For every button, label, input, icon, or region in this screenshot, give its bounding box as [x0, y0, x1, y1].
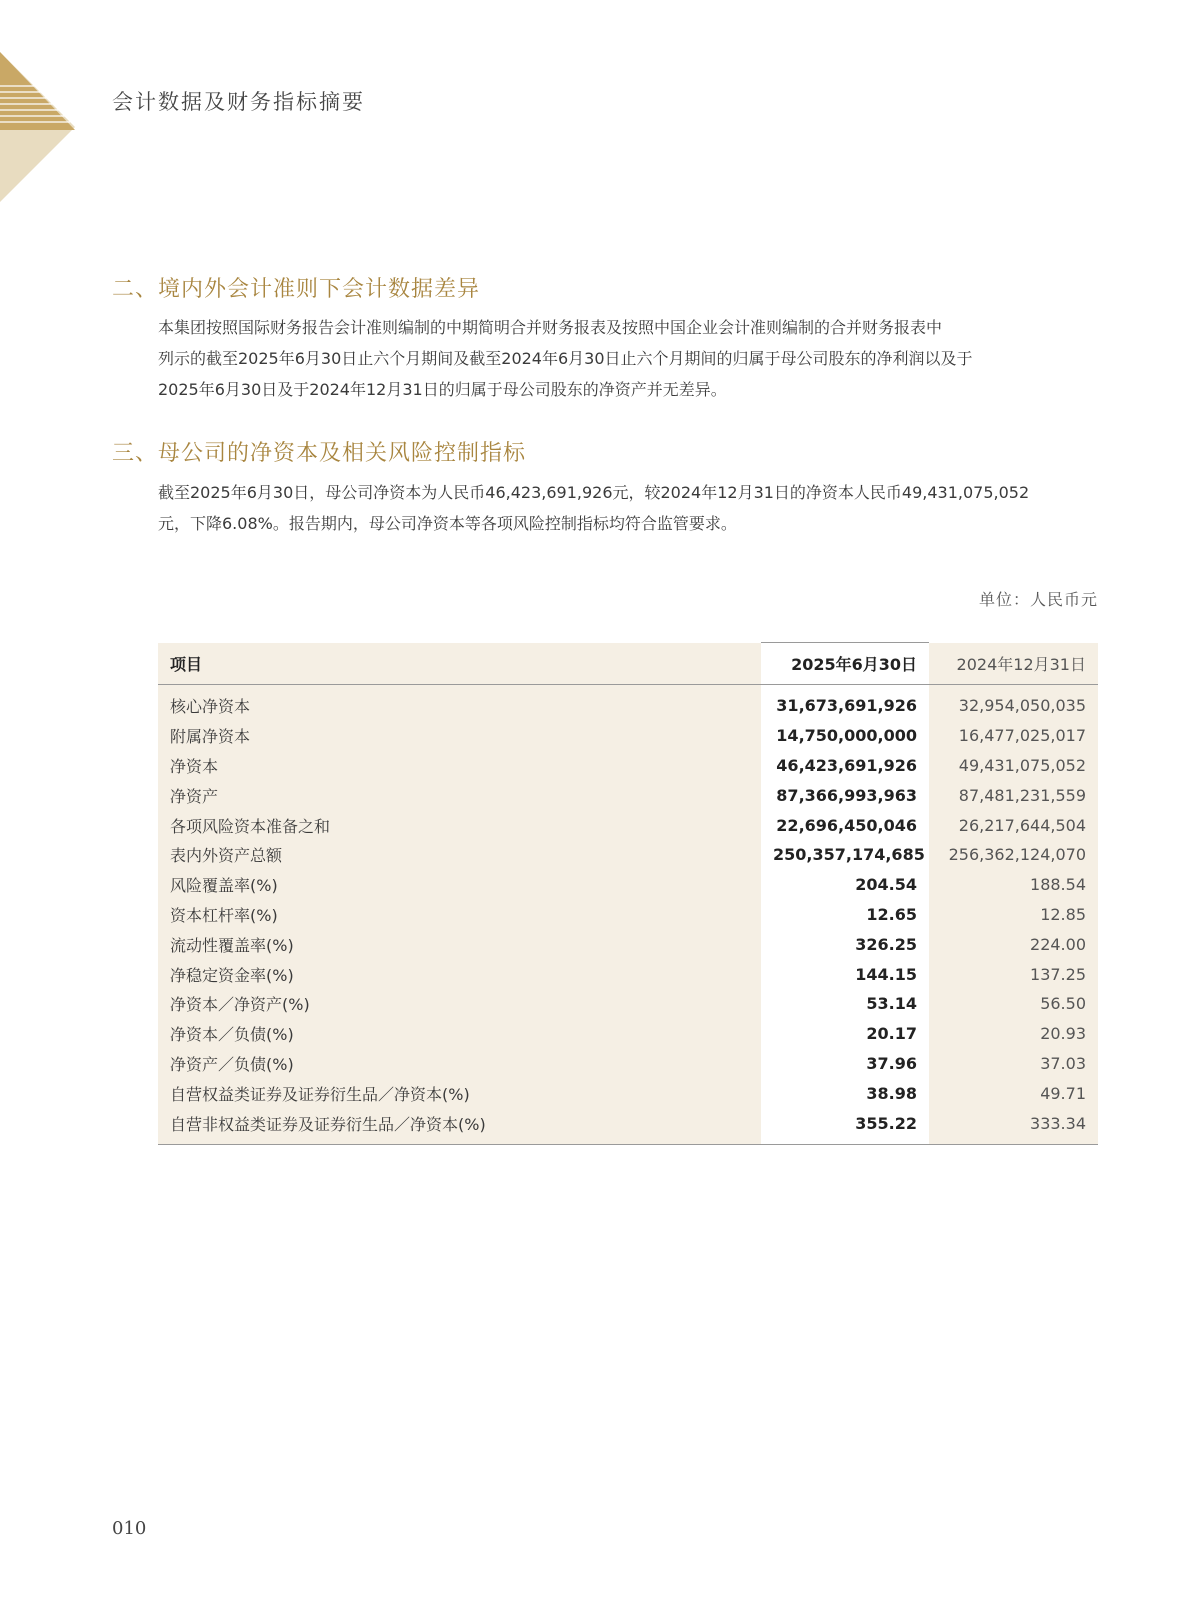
row-current-value: 326.25	[761, 929, 929, 959]
section-net-capital-paragraph	[158, 477, 1098, 539]
table-row	[158, 1049, 1098, 1079]
row-previous-value: 56.50	[929, 989, 1098, 1019]
paragraph-line: 截至2025年6月30日，母公司净资本为人民币46,423,691,926元，较2024年12月31日的净资本人民币49,431,075,052	[158, 483, 1030, 502]
table-row	[158, 810, 1098, 840]
row-item-label: 净资本	[158, 751, 761, 781]
page-number: 010	[112, 1518, 147, 1539]
row-current-value: 31,673,691,926	[761, 685, 929, 721]
section-title-accounting-differences: 二、境内外会计准则下会计数据差异	[112, 277, 481, 302]
table-row	[158, 721, 1098, 751]
row-item-label: 净资产／负债(%)	[158, 1049, 761, 1079]
table-row	[158, 1108, 1098, 1144]
row-item-label: 净资本／负债(%)	[158, 1019, 761, 1049]
row-previous-value: 224.00	[929, 929, 1098, 959]
row-item-label: 风险覆盖率(%)	[158, 870, 761, 900]
row-item-label: 附属净资本	[158, 721, 761, 751]
table-body	[158, 685, 1098, 1145]
row-previous-value: 32,954,050,035	[929, 685, 1098, 721]
table-row	[158, 929, 1098, 959]
row-item-label: 净资产	[158, 780, 761, 810]
row-current-value: 22,696,450,046	[761, 810, 929, 840]
row-previous-value: 256,362,124,070	[929, 840, 1098, 870]
row-previous-value: 20.93	[929, 1019, 1098, 1049]
row-item-label: 自营权益类证券及证券衍生品／净资本(%)	[158, 1078, 761, 1108]
row-item-label: 各项风险资本准备之和	[158, 810, 761, 840]
paragraph-line: 2025年6月30日及于2024年12月31日的归属于母公司股东的净资产并无差异。	[158, 380, 727, 399]
row-item-label: 资本杠杆率(%)	[158, 900, 761, 930]
row-previous-value: 49,431,075,052	[929, 751, 1098, 781]
row-current-value: 53.14	[761, 989, 929, 1019]
table-row	[158, 685, 1098, 721]
corner-decoration	[0, 52, 80, 212]
row-previous-value: 333.34	[929, 1108, 1098, 1144]
row-item-label: 核心净资本	[158, 685, 761, 721]
net-capital-table	[158, 642, 1098, 1145]
row-item-label: 表内外资产总额	[158, 840, 761, 870]
row-current-value: 204.54	[761, 870, 929, 900]
section-accounting-differences-paragraph	[158, 312, 1098, 405]
table-row	[158, 751, 1098, 781]
row-previous-value: 188.54	[929, 870, 1098, 900]
table-row	[158, 1019, 1098, 1049]
row-current-value: 37.96	[761, 1049, 929, 1079]
table-header-row	[158, 643, 1098, 685]
table-row	[158, 959, 1098, 989]
row-current-value: 38.98	[761, 1078, 929, 1108]
table-row	[158, 989, 1098, 1019]
unit-note: 单位：人民币元	[978, 590, 1098, 609]
row-current-value: 20.17	[761, 1019, 929, 1049]
column-header-previous: 2024年12月31日	[929, 643, 1098, 685]
row-previous-value: 137.25	[929, 959, 1098, 989]
section-title-net-capital: 三、母公司的净资本及相关风险控制指标	[112, 441, 527, 466]
row-previous-value: 12.85	[929, 900, 1098, 930]
table-row	[158, 840, 1098, 870]
paragraph-line: 本集团按照国际财务报告会计准则编制的中期简明合并财务报表及按照中国企业会计准则编制的合并财务报表中	[158, 318, 943, 337]
row-item-label: 流动性覆盖率(%)	[158, 929, 761, 959]
table-row	[158, 870, 1098, 900]
row-item-label: 自营非权益类证券及证券衍生品／净资本(%)	[158, 1108, 761, 1144]
running-header: 会计数据及财务指标摘要	[112, 90, 365, 114]
row-item-label: 净稳定资金率(%)	[158, 959, 761, 989]
table-row	[158, 1078, 1098, 1108]
row-current-value: 250,357,174,685	[761, 840, 929, 870]
column-header-item: 项目	[158, 643, 761, 685]
row-current-value: 12.65	[761, 900, 929, 930]
row-current-value: 144.15	[761, 959, 929, 989]
row-current-value: 355.22	[761, 1108, 929, 1144]
row-current-value: 46,423,691,926	[761, 751, 929, 781]
row-previous-value: 16,477,025,017	[929, 721, 1098, 751]
row-previous-value: 87,481,231,559	[929, 780, 1098, 810]
row-current-value: 14,750,000,000	[761, 721, 929, 751]
row-previous-value: 26,217,644,504	[929, 810, 1098, 840]
table-row	[158, 900, 1098, 930]
row-previous-value: 37.03	[929, 1049, 1098, 1079]
row-item-label: 净资本／净资产(%)	[158, 989, 761, 1019]
column-header-current: 2025年6月30日	[761, 643, 929, 685]
paragraph-line: 列示的截至2025年6月30日止六个月期间及截至2024年6月30日止六个月期间的归属于母公司股东的净利润以及于	[158, 349, 973, 368]
row-current-value: 87,366,993,963	[761, 780, 929, 810]
row-previous-value: 49.71	[929, 1078, 1098, 1108]
paragraph-line: 元，下降6.08%。报告期内，母公司净资本等各项风险控制指标均符合监管要求。	[158, 514, 737, 533]
table-row	[158, 780, 1098, 810]
